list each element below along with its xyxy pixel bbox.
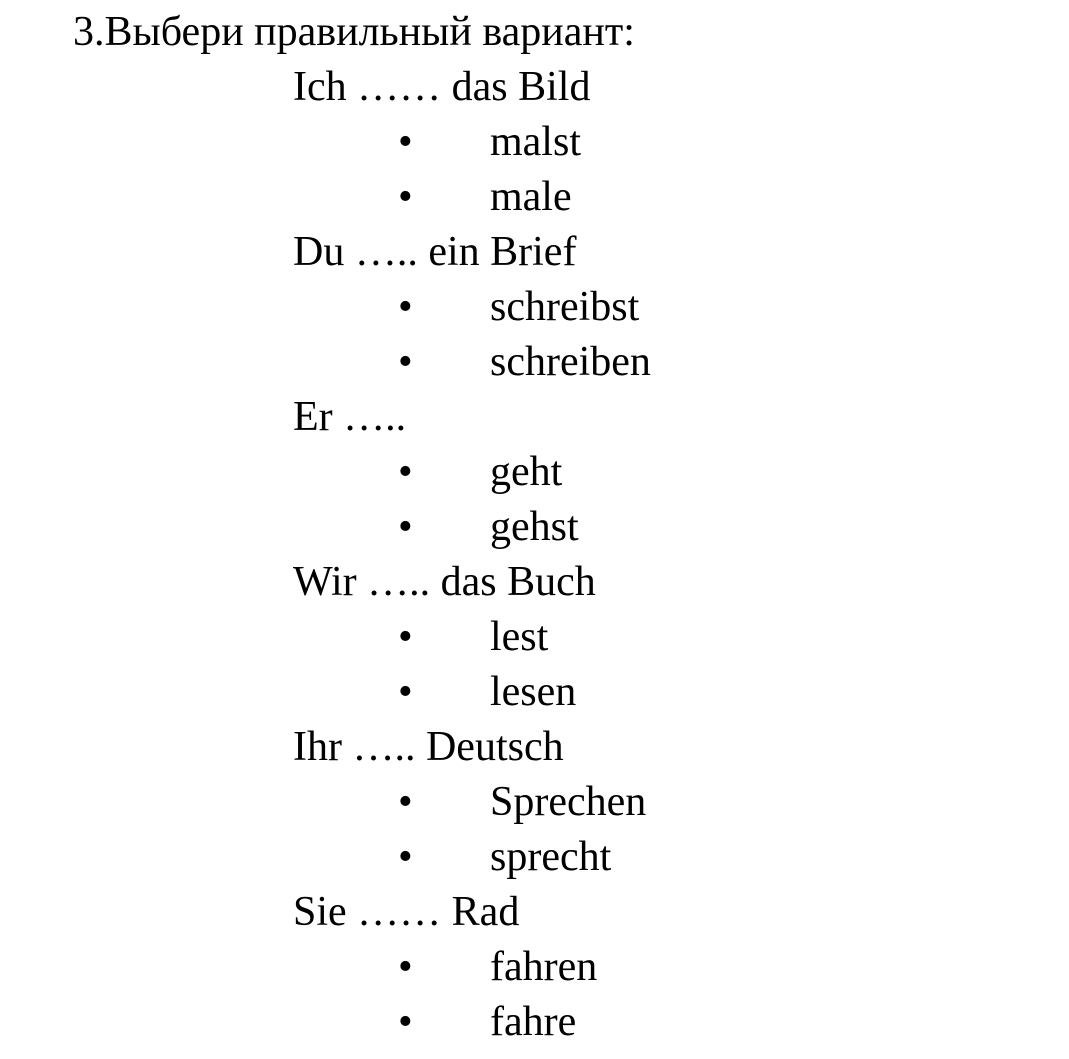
- bullet-icon: •: [398, 999, 413, 1045]
- question-prompt: Wir ….. das Buch: [293, 559, 596, 605]
- answer-option: fahren: [490, 944, 598, 990]
- question-prompt: Ich …… das Bild: [293, 64, 591, 110]
- question-prompt: Ihr ….. Deutsch: [293, 724, 564, 770]
- bullet-icon: •: [398, 449, 413, 495]
- answer-option: Sprechen: [490, 779, 647, 825]
- answer-option: sprecht: [490, 834, 612, 880]
- bullet-icon: •: [398, 614, 413, 660]
- question-prompt: Du ….. ein Brief: [293, 229, 577, 275]
- answer-option: gehst: [490, 504, 579, 550]
- bullet-icon: •: [398, 284, 413, 330]
- bullet-icon: •: [398, 504, 413, 550]
- answer-option: lest: [490, 614, 549, 660]
- bullet-icon: •: [398, 174, 413, 220]
- answer-option: malst: [490, 119, 581, 165]
- answer-option: geht: [490, 449, 563, 495]
- answer-option: schreibst: [490, 284, 640, 330]
- bullet-icon: •: [398, 944, 413, 990]
- bullet-icon: •: [398, 834, 413, 880]
- answer-option: male: [490, 174, 572, 220]
- bullet-icon: •: [398, 339, 413, 385]
- answer-option: lesen: [490, 669, 577, 715]
- answer-option: fahre: [490, 999, 577, 1045]
- bullet-icon: •: [398, 119, 413, 165]
- question-prompt: Er …..: [293, 394, 407, 440]
- question-prompt: Sie …… Rad: [293, 889, 520, 935]
- bullet-icon: •: [398, 779, 413, 825]
- bullet-icon: •: [398, 669, 413, 715]
- exercise-heading: 3.Выбери правильный вариант:: [73, 9, 635, 55]
- answer-option: schreiben: [490, 339, 651, 385]
